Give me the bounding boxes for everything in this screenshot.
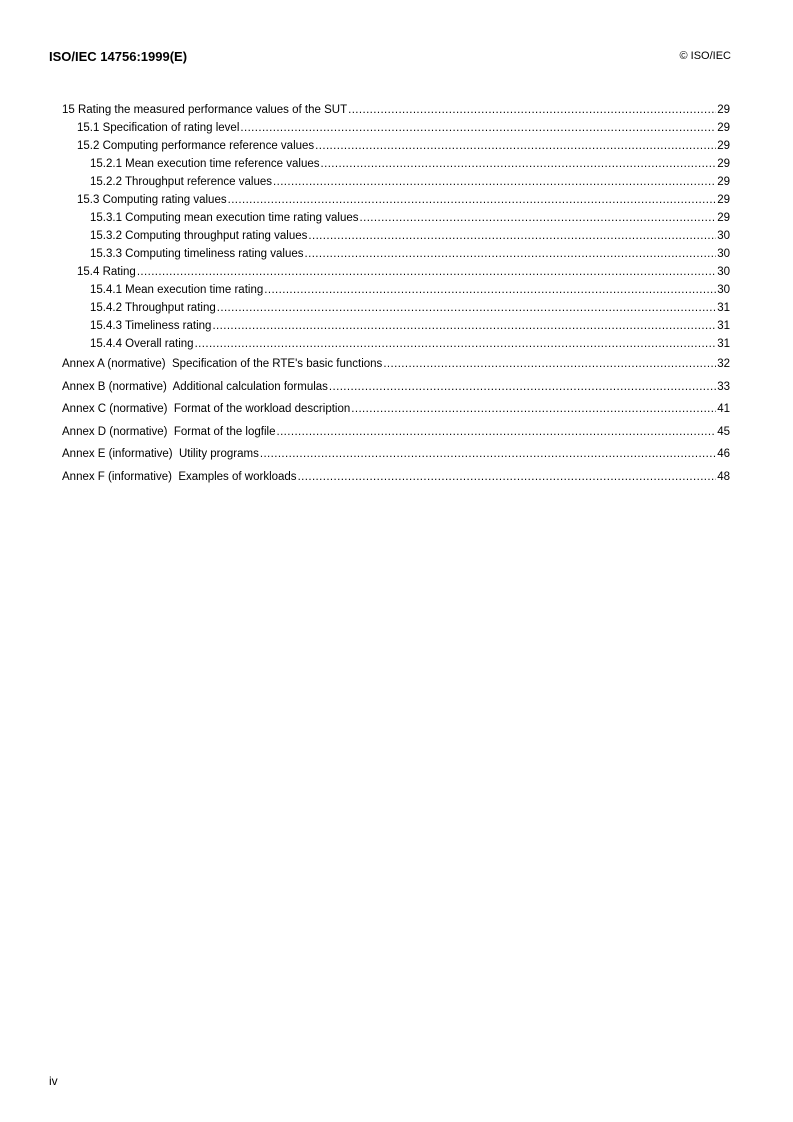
toc-entry[interactable] (62, 137, 730, 155)
copyright-notice: © ISO/IEC (679, 50, 731, 62)
toc-entry-page: 30 (717, 248, 730, 260)
page-number: iv (49, 1074, 58, 1088)
dot-leader (298, 466, 717, 489)
toc-entry-page: 31 (717, 338, 730, 350)
toc-entry[interactable] (62, 245, 730, 263)
toc-entry-title: 15.4.4 Overall rating (90, 338, 194, 350)
toc-entry[interactable] (62, 281, 730, 299)
toc-entry[interactable] (62, 443, 730, 466)
toc-entry-page: 41 (717, 403, 730, 415)
toc-entry[interactable] (62, 173, 730, 191)
toc-entry-page: 30 (717, 284, 730, 296)
toc-entry[interactable] (62, 353, 730, 376)
dot-leader (137, 263, 716, 281)
toc-entry-title: 15.2.1 Mean execution time reference values (90, 158, 320, 170)
toc-entry[interactable] (62, 335, 730, 353)
toc-entry-title: 15.3 Computing rating values (77, 194, 227, 206)
toc-entry-page: 45 (717, 425, 730, 438)
toc-entry-page: 29 (717, 140, 730, 152)
toc-entry-page: 29 (717, 104, 730, 116)
toc-entry-title: 15.3.3 Computing timeliness rating values (90, 248, 304, 260)
toc-entry[interactable] (62, 376, 730, 399)
toc-entry[interactable] (62, 101, 730, 119)
dot-leader (315, 137, 716, 155)
dot-leader (348, 101, 716, 119)
toc-entry-title: 15.4 Rating (77, 266, 136, 278)
toc-entry[interactable] (62, 209, 730, 227)
toc-entry-title: Annex F (informative) Examples of workloads (62, 470, 297, 483)
dot-leader (228, 191, 717, 209)
toc-entry-title: 15.3.2 Computing throughput rating values (90, 230, 308, 242)
table-of-contents (62, 101, 730, 488)
dot-leader (217, 299, 716, 317)
dot-leader (212, 317, 716, 335)
toc-entry-page: 29 (717, 176, 730, 188)
toc-entry-title: 15.2 Computing performance reference values (77, 140, 315, 152)
toc-entry-page: 29 (717, 194, 730, 206)
dot-leader (240, 119, 716, 137)
toc-entry-page: 29 (717, 122, 730, 134)
dot-leader (321, 155, 717, 173)
toc-entry-title: 15.4.2 Throughput rating (90, 302, 216, 314)
toc-entry[interactable] (62, 155, 730, 173)
toc-entry[interactable] (62, 398, 730, 421)
dot-leader (351, 398, 716, 421)
dot-leader (329, 376, 716, 399)
toc-entry-title: 15 Rating the measured performance values of the SUT (62, 104, 348, 116)
toc-entry-title: Annex B (normative) Additional calculation formulas (62, 380, 328, 393)
toc-entry-page: 46 (717, 448, 730, 460)
toc-entry-page: 31 (717, 320, 730, 332)
dot-leader (264, 281, 716, 299)
document-id: ISO/IEC 14756:1999(E) (49, 49, 188, 64)
toc-entry[interactable] (62, 191, 730, 209)
toc-entry-page: 30 (717, 266, 730, 278)
dot-leader (305, 245, 717, 263)
toc-entry-title: 15.1 Specification of rating level (77, 122, 240, 134)
toc-entry-title: Annex E (informative) Utility programs (62, 448, 259, 460)
toc-entry[interactable] (62, 227, 730, 245)
toc-entry[interactable] (62, 421, 730, 444)
toc-entry-title: Annex C (normative) Format of the workload description (62, 403, 351, 415)
toc-entry[interactable] (62, 299, 730, 317)
toc-entry[interactable] (62, 263, 730, 281)
toc-entry-page: 31 (717, 302, 730, 314)
dot-leader (360, 209, 717, 227)
toc-entry-title: 15.4.3 Timeliness rating (90, 320, 212, 332)
dot-leader (383, 353, 716, 376)
dot-leader (308, 227, 716, 245)
toc-entry[interactable] (62, 119, 730, 137)
toc-entry-page: 29 (717, 212, 730, 224)
toc-entry-title: 15.2.2 Throughput reference values (90, 176, 272, 188)
dot-leader (276, 421, 716, 444)
toc-entry-title: Annex A (normative) Specification of the RTE's basic functions (62, 358, 383, 370)
dot-leader (273, 173, 716, 191)
toc-entry[interactable] (62, 466, 730, 489)
toc-entry-page: 33 (717, 380, 730, 393)
toc-entry-page: 29 (717, 158, 730, 170)
toc-entry-page: 48 (717, 470, 730, 483)
toc-entry-title: 15.4.1 Mean execution time rating (90, 284, 264, 296)
toc-entry-title: 15.3.1 Computing mean execution time rating values (90, 212, 359, 224)
dot-leader (195, 335, 717, 353)
toc-entry-title: Annex D (normative) Format of the logfile (62, 425, 276, 438)
toc-entry-page: 32 (717, 358, 730, 370)
dot-leader (260, 443, 716, 466)
toc-entry[interactable] (62, 317, 730, 335)
toc-entry-page: 30 (717, 230, 730, 242)
